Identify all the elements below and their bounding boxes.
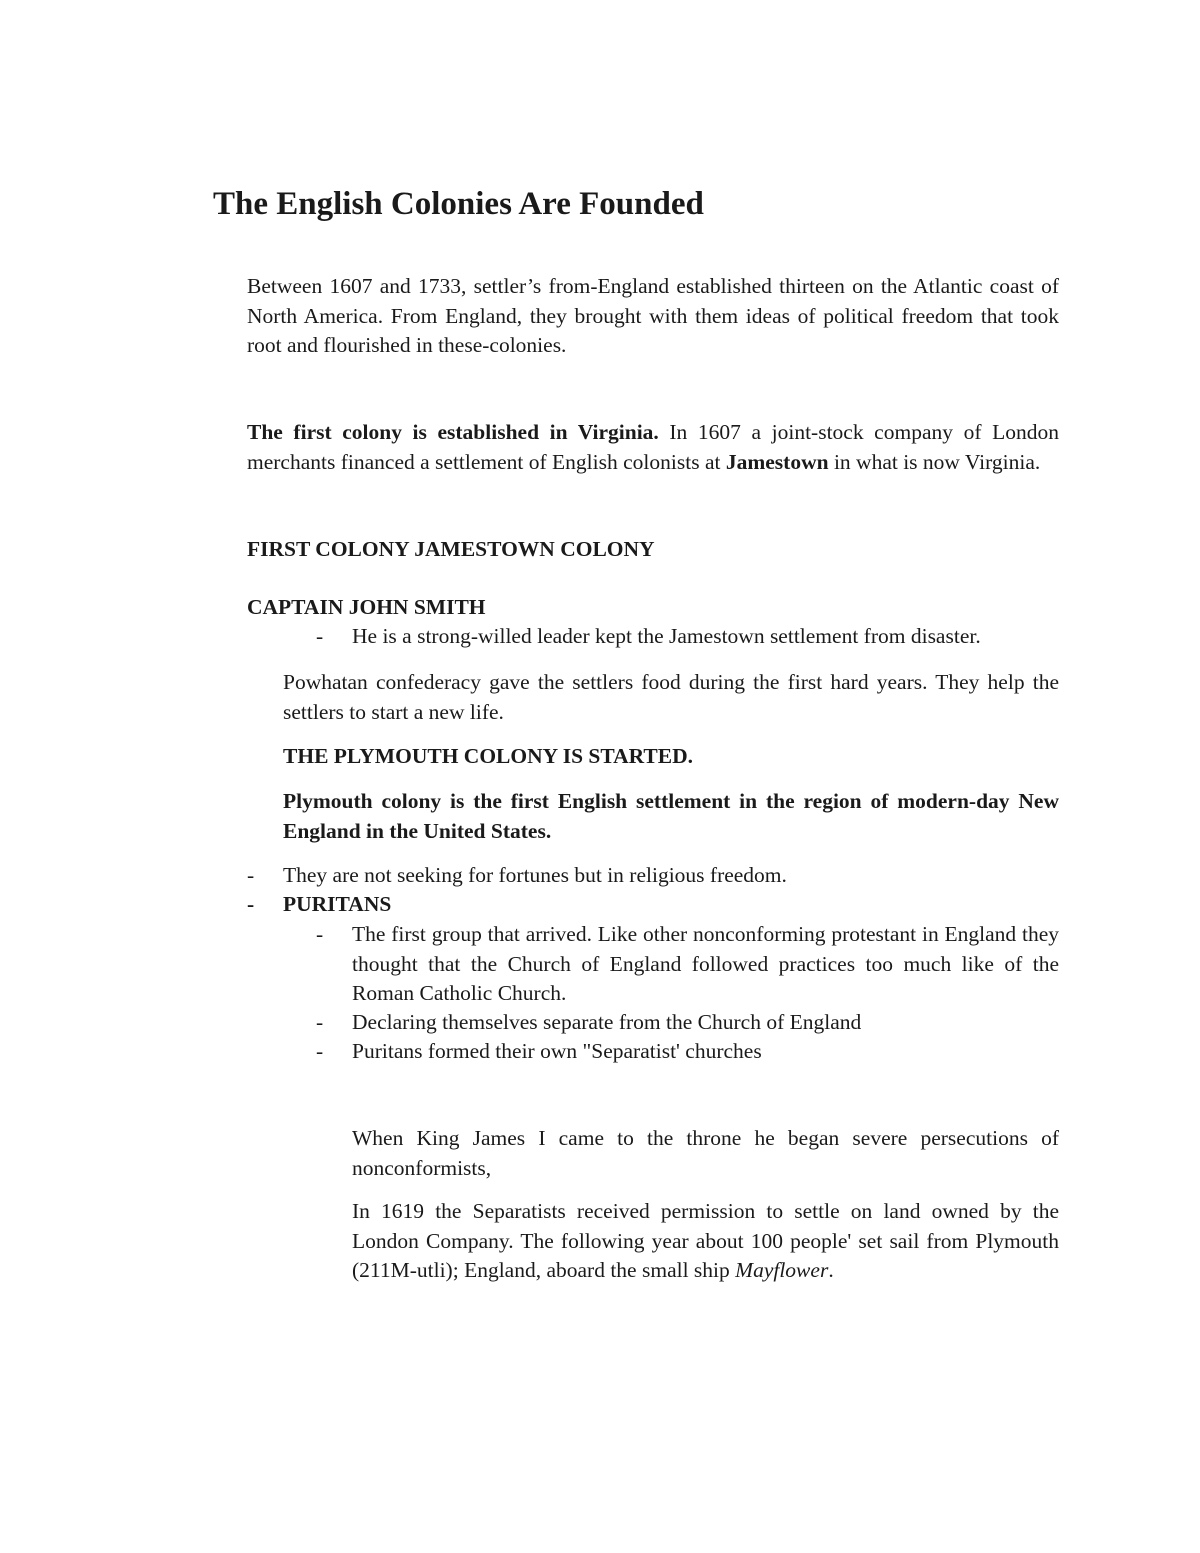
document-title: The English Colonies Are Founded: [213, 186, 704, 222]
dash-marker: -: [247, 863, 255, 887]
dash-marker: -: [316, 1010, 324, 1034]
puritan-bullet-text: Declaring themselves separate from the Church of England: [352, 1010, 862, 1034]
heading-plymouth-colony: THE PLYMOUTH COLONY IS STARTED.: [283, 744, 694, 768]
ship-name: Mayflower: [735, 1258, 829, 1282]
puritans-label: PURITANS: [283, 892, 392, 916]
smith-bullet-text: He is a strong-willed leader kept the Jamestown settlement from disaster.: [352, 624, 981, 648]
voyage-text: In 1619 the Separatists received permission to settle on land owned by the London Company. The following year about 100 people' set sail from Plymouth (211M-utli); England, aboard the small ship: [352, 1199, 1059, 1282]
dash-marker: -: [316, 624, 324, 648]
intro-paragraph: Between 1607 and 1733, settler’s from-England established thirteen on the Atlantic coast of North America. From England, they brought with them ideas of political freedom that took root and flourished in these-colonies.: [247, 274, 1059, 357]
dash-marker: -: [316, 922, 324, 946]
dash-marker: -: [247, 892, 255, 916]
puritan-bullet-text: Puritans formed their own "Separatist' churches: [352, 1039, 762, 1063]
dash-marker: -: [316, 1039, 324, 1063]
voyage-end: .: [828, 1258, 834, 1282]
jamestown-name: Jamestown: [725, 449, 829, 474]
heading-first-colony: FIRST COLONY JAMESTOWN COLONY: [247, 537, 655, 561]
virginia-text-1: In 1607 a joint-stock company of London merchants financed a settlement of English colonists at: [247, 420, 1059, 474]
king-james-paragraph: When King James I came to the throne he began severe persecutions of nonconformists,: [352, 1126, 1059, 1180]
puritan-bullet-text: The first group that arrived. Like other nonconforming protestant in England they thought that the Church of England followed practices too much like of the Roman Catholic Church.: [352, 922, 1059, 1005]
virginia-text-2: in what is now Virginia.: [828, 449, 1041, 474]
powhatan-paragraph: Powhatan confederacy gave the settlers food during the first hard years. They help the settlers to start a new life.: [283, 670, 1059, 724]
virginia-paragraph: [247, 418, 1059, 477]
voyage-paragraph: [352, 1197, 1059, 1286]
virginia-lead: The first colony is established in Virginia.: [247, 420, 659, 444]
plymouth-bullet-text: They are not seeking for fortunes but in religious freedom.: [283, 863, 787, 887]
plymouth-statement: Plymouth colony is the first English settlement in the region of modern-day New England in the United States.: [283, 789, 1059, 843]
heading-captain-john-smith: CAPTAIN JOHN SMITH: [247, 595, 486, 619]
